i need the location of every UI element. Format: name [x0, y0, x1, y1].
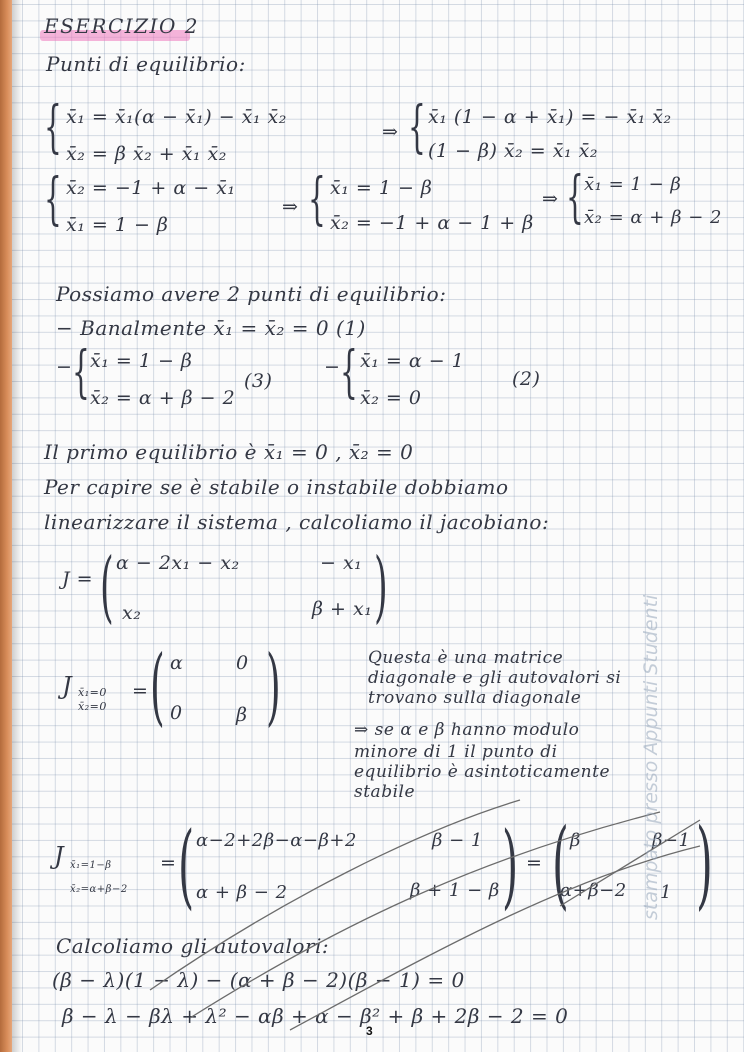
j0-a11: α — [170, 652, 184, 674]
j3-subscript-2: x̄₂=α+β−2 — [70, 884, 128, 895]
jacobian-a11: α − 2x₁ − x₂ — [116, 552, 240, 574]
j4-a21: α+β−2 — [560, 880, 627, 901]
note-line-2: diagonale e gli autovalori si — [368, 668, 622, 688]
j0-a21: 0 — [170, 702, 183, 724]
implies-arrow-3: ⇒ — [542, 188, 559, 210]
j0-label: J — [62, 672, 73, 700]
brace-system-3: { — [44, 167, 62, 232]
jacobian-a22: β + x₁ — [312, 598, 373, 620]
system-4-line-2: x̄₂ = −1 + α − 1 + β — [330, 212, 534, 234]
banalmente-line: − Banalmente x̄₁ = x̄₂ = 0 (1) — [56, 316, 366, 340]
note-line-4: ⇒ se α e β hanno modulo — [354, 720, 580, 740]
eq3-line-1: x̄₁ = 1 − β — [90, 350, 193, 372]
jacobian-a21: x₂ — [122, 602, 142, 624]
j0-equals: = — [132, 680, 149, 702]
j0-a22: β — [236, 704, 248, 726]
characteristic-line-1: (β − λ)(1 − λ) − (α + β − 2)(β − 1) = 0 — [52, 968, 465, 992]
eq3-tag: (3) — [244, 370, 273, 392]
jacobian-right-paren: ) — [374, 542, 388, 632]
note-line-3: trovano sulla diagonale — [368, 688, 582, 708]
note-line-6: equilibrio è asintoticamente — [354, 762, 611, 782]
brace-system-4: { — [308, 167, 326, 232]
implies-arrow-1: ⇒ — [382, 121, 399, 143]
primo-equilibrio-line: Il primo equilibrio è x̄₁ = 0 , x̄₂ = 0 — [44, 440, 414, 464]
j0-subscript-1: x̄₁=0 — [78, 686, 107, 699]
exercise-title: ESERCIZIO 2 — [44, 14, 199, 38]
watermark: stampato presso Appunti Studenti — [640, 594, 662, 920]
brace-system-2: { — [408, 95, 426, 160]
j0-subscript-2: x̄₂=0 — [78, 700, 107, 713]
system-3-line-2: x̄₁ = 1 − β — [66, 214, 169, 236]
eq2-line-1: x̄₁ = α − 1 — [360, 350, 465, 372]
j4-left-paren: ( — [552, 808, 569, 920]
eq2-tag: (2) — [512, 368, 541, 390]
eq2-line-2: x̄₂ = 0 — [360, 387, 422, 409]
system-5-line-1: x̄₁ = 1 − β — [584, 174, 682, 195]
j4-a12: β−1 — [652, 830, 691, 851]
system-1-line-2: x̄₂ = β x̄₂ + x̄₁ x̄₂ — [66, 143, 227, 165]
characteristic-line-2: β − λ − βλ + λ² − αβ + α − β² + β + 2β − 2 = 0 — [62, 1004, 569, 1028]
per-capire-line: Per capire se è stabile o instabile dobbiamo — [44, 475, 509, 499]
j3-a11: α−2+2β−α−β+2 — [196, 830, 357, 851]
system-2-line-2: (1 − β) x̄₂ = x̄₁ x̄₂ — [428, 140, 598, 162]
j0-a12: 0 — [236, 652, 249, 674]
j3-right-paren: ) — [502, 812, 519, 919]
brace-system-1: { — [44, 95, 62, 160]
eq3-line-2: x̄₂ = α + β − 2 — [90, 387, 236, 409]
j4-equals: = — [526, 852, 543, 874]
brace-eq2: { — [340, 340, 358, 405]
brace-eq3: { — [72, 340, 90, 405]
jacobian-a12: − x₁ — [320, 552, 363, 574]
j3-left-paren: ( — [178, 812, 195, 919]
j3-a12: β − 1 — [432, 830, 483, 851]
page-number: 3 — [366, 1024, 373, 1038]
note-line-5: minore di 1 il punto di — [354, 742, 558, 762]
j4-right-paren: ) — [696, 808, 713, 920]
j3-a21: α + β − 2 — [196, 882, 288, 903]
linearizzare-line: linearizzare il sistema , calcoliamo il jacobiano: — [44, 510, 550, 534]
j0-right-paren: ) — [266, 637, 281, 735]
heading-equilibrium-points: Punti di equilibrio: — [46, 52, 246, 76]
dash-eq2: − — [324, 356, 341, 378]
system-1-line-1: x̄₁ = x̄₁(α − x̄₁) − x̄₁ x̄₂ — [66, 106, 287, 128]
note-line-7: stabile — [354, 782, 416, 802]
note-line-1: Questa è una matrice — [368, 648, 564, 668]
system-4-line-1: x̄₁ = 1 − β — [330, 177, 433, 199]
jacobian-left-paren: ( — [100, 542, 114, 632]
implies-arrow-2: ⇒ — [282, 196, 299, 218]
autovalori-line: Calcoliamo gli autovalori: — [56, 934, 330, 958]
possiamo-avere-line: Possiamo avere 2 punti di equilibrio: — [56, 282, 447, 306]
j4-a11: β — [570, 830, 581, 851]
j3-equals: = — [160, 852, 177, 874]
dash-eq3: − — [56, 356, 73, 378]
jacobian-label: J = — [62, 568, 94, 590]
brace-system-5: { — [566, 165, 584, 230]
system-2-line-1: x̄₁ (1 − α + x̄₁) = − x̄₁ x̄₂ — [428, 106, 672, 128]
j3-subscript-1: x̄₁=1−β — [70, 860, 112, 871]
system-3-line-1: x̄₂ = −1 + α − x̄₁ — [66, 177, 236, 199]
j4-a22: 1 — [660, 882, 672, 903]
j3-label: J — [54, 842, 65, 870]
system-5-line-2: x̄₂ = α + β − 2 — [584, 207, 722, 228]
j3-a22: β + 1 − β — [410, 880, 500, 901]
j0-left-paren: ( — [150, 637, 165, 735]
